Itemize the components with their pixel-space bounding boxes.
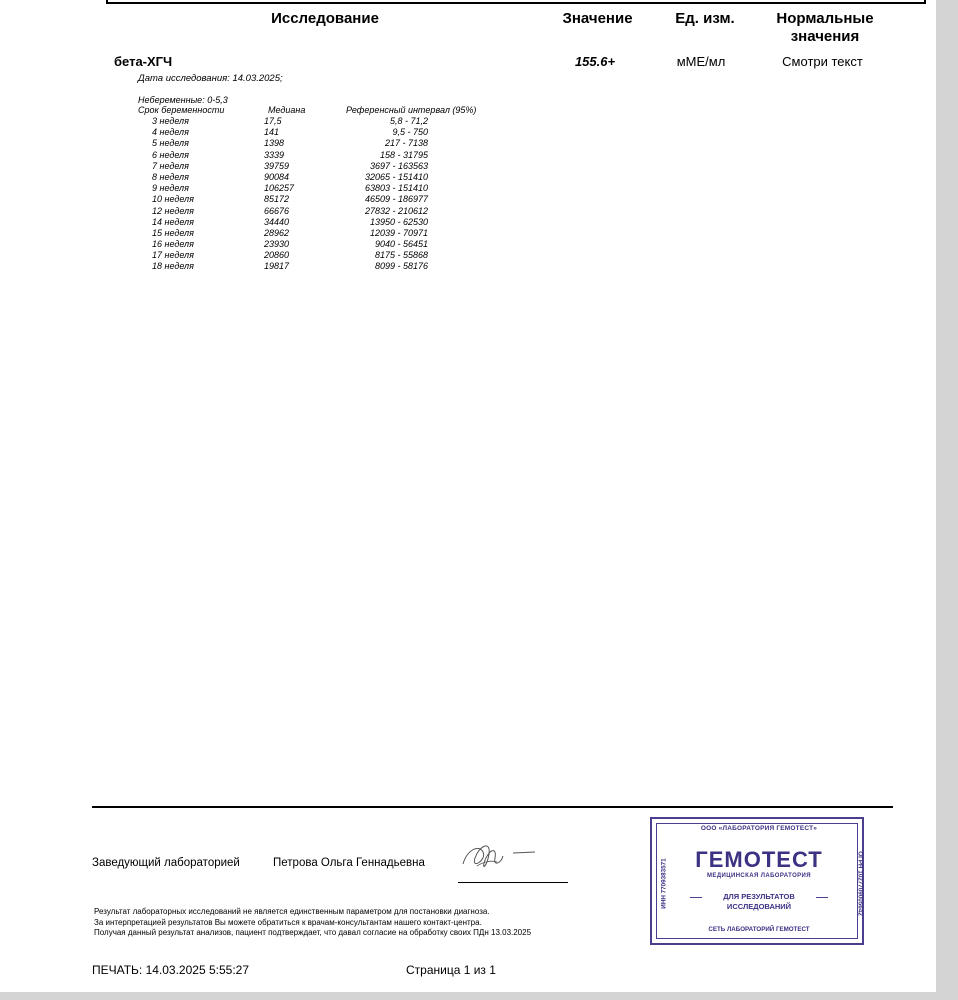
stamp-inn: ИНН 7709383571 xyxy=(660,858,668,909)
reference-row xyxy=(0,161,600,172)
reference-week: 9 неделя xyxy=(152,183,189,194)
reference-interval: 27832 - 210612 xyxy=(364,205,428,216)
reference-week: 14 неделя xyxy=(152,216,194,227)
stamp-company: ООО «ЛАБОРАТОРИЯ ГЕМОТЕСТ» xyxy=(682,825,836,832)
reference-median: 141 xyxy=(264,127,280,138)
viewer-bottom-edge xyxy=(0,992,958,1000)
reference-row xyxy=(0,217,600,228)
reference-row xyxy=(0,127,600,138)
header-norm-line2: значения xyxy=(790,28,860,45)
print-timestamp: ПЕЧАТЬ: 14.03.2025 5:55:27 xyxy=(92,963,249,977)
reference-interval: 12039 - 70971 xyxy=(369,227,428,238)
stamp-purpose-line: ДЛЯ РЕЗУЛЬТАТОВ xyxy=(723,892,795,901)
reference-median: 3339 xyxy=(264,149,285,160)
page-number: Страница 1 из 1 xyxy=(406,963,496,977)
viewer-right-edge xyxy=(936,0,958,1000)
header-value: Значение xyxy=(562,10,633,27)
reference-median: 106257 xyxy=(264,183,295,194)
result-value: 155.6+ xyxy=(574,54,616,69)
header-test: Исследование xyxy=(271,10,379,27)
stamp-dash xyxy=(816,897,828,898)
reference-row xyxy=(0,116,600,127)
reference-median: 20860 xyxy=(264,250,290,261)
result-name: бета-ХГЧ xyxy=(114,54,173,69)
reference-row xyxy=(0,250,600,261)
reference-week: 17 неделя xyxy=(152,250,194,261)
reference-interval: 3697 - 163563 xyxy=(369,160,428,171)
reference-col-term: Срок беременности xyxy=(138,105,225,115)
reference-median: 34440 xyxy=(264,216,290,227)
stamp-subtitle: МЕДИЦИНСКАЯ ЛАБОРАТОРИЯ xyxy=(707,873,811,879)
reference-median: 66676 xyxy=(264,205,290,216)
reference-interval: 13950 - 62530 xyxy=(369,216,428,227)
reference-week: 8 неделя xyxy=(152,171,189,182)
reference-row xyxy=(0,138,600,149)
disclaimer-line: Получая данный результат анализов, пациент подтверждает, что давал согласие на обработку своих ПДн 13.03.2025 xyxy=(94,928,532,937)
reference-interval: 32065 - 151410 xyxy=(364,171,428,182)
reference-interval: 9040 - 56451 xyxy=(374,239,428,250)
header-unit: Ед. изм. xyxy=(675,10,735,27)
reference-week: 16 неделя xyxy=(152,239,194,250)
reference-col-median: Медиана xyxy=(268,105,306,115)
signature-name: Петрова Ольга Геннадьевна xyxy=(273,857,425,869)
stamp-ogrn: ОГРН 1027709005642 xyxy=(856,851,864,916)
reference-interval: 158 - 31795 xyxy=(379,149,428,160)
disclaimer-line: Результат лабораторных исследований не является единственным параметром для постановки диагноза. xyxy=(94,907,490,916)
reference-interval: 9,5 - 750 xyxy=(392,127,428,138)
reference-interval: 8175 - 55868 xyxy=(374,250,428,261)
header-norm xyxy=(760,10,890,46)
reference-median: 39759 xyxy=(264,160,290,171)
reference-non-pregnant: Небеременные: 0-5,3 xyxy=(138,95,228,105)
reference-median: 19817 xyxy=(264,261,290,272)
disclaimer-line: За интерпретацией результатов Вы можете обратиться к врачам-консультантам нашего контакт-центра. xyxy=(94,917,482,927)
reference-week: 10 неделя xyxy=(152,194,194,205)
result-norm: Смотри текст xyxy=(782,54,863,69)
reference-week: 5 неделя xyxy=(152,138,189,149)
signature-role: Заведующий лабораторией xyxy=(92,857,240,869)
reference-week: 7 неделя xyxy=(152,160,189,171)
stamp-inner-border xyxy=(656,823,858,939)
header-norm-line1: Нормальные xyxy=(776,10,874,27)
reference-week: 18 неделя xyxy=(152,261,194,272)
stamp-network: СЕТЬ ЛАБОРАТОРИЙ ГЕМОТЕСТ xyxy=(692,926,826,933)
stamp-purpose-line: ИССЛЕДОВАНИЙ xyxy=(726,902,792,911)
stamp-purpose xyxy=(702,892,816,912)
reference-week: 3 неделя xyxy=(152,116,189,126)
reference-row xyxy=(0,194,600,205)
reference-row xyxy=(0,228,600,239)
reference-interval: 46509 - 186977 xyxy=(364,194,428,205)
reference-row xyxy=(0,206,600,217)
lab-stamp xyxy=(650,817,864,945)
reference-median: 85172 xyxy=(264,194,290,205)
reference-week: 4 неделя xyxy=(152,127,189,138)
signature-line xyxy=(458,882,568,883)
reference-interval: 63803 - 151410 xyxy=(364,183,428,194)
reference-row xyxy=(0,261,600,272)
footer-divider xyxy=(92,806,893,808)
reference-interval: 5,8 - 71,2 xyxy=(389,116,428,126)
reference-table xyxy=(0,116,600,273)
reference-median: 23930 xyxy=(264,239,290,250)
result-date: Дата исследования: 14.03.2025; xyxy=(138,73,283,84)
reference-row xyxy=(0,239,600,250)
header-frame xyxy=(106,0,926,4)
handwritten-signature xyxy=(457,836,539,878)
reference-row xyxy=(0,150,600,161)
result-unit: мМЕ/мл xyxy=(676,54,726,69)
reference-median: 1398 xyxy=(264,138,285,149)
reference-median: 90084 xyxy=(264,171,290,182)
reference-row xyxy=(0,172,600,183)
disclaimer xyxy=(94,907,531,939)
reference-row xyxy=(0,183,600,194)
reference-median: 17,5 xyxy=(264,116,282,126)
reference-week: 12 неделя xyxy=(152,205,194,216)
reference-interval: 217 - 7138 xyxy=(384,138,428,149)
reference-median: 28962 xyxy=(264,227,290,238)
reference-week: 6 неделя xyxy=(152,149,189,160)
stamp-brand: ГЕМОТЕСТ xyxy=(695,847,823,872)
reference-interval: 8099 - 58176 xyxy=(374,261,428,272)
reference-week: 15 неделя xyxy=(152,227,194,238)
stamp-dash xyxy=(690,897,702,898)
reference-col-interval: Референсный интервал (95%) xyxy=(346,105,477,115)
